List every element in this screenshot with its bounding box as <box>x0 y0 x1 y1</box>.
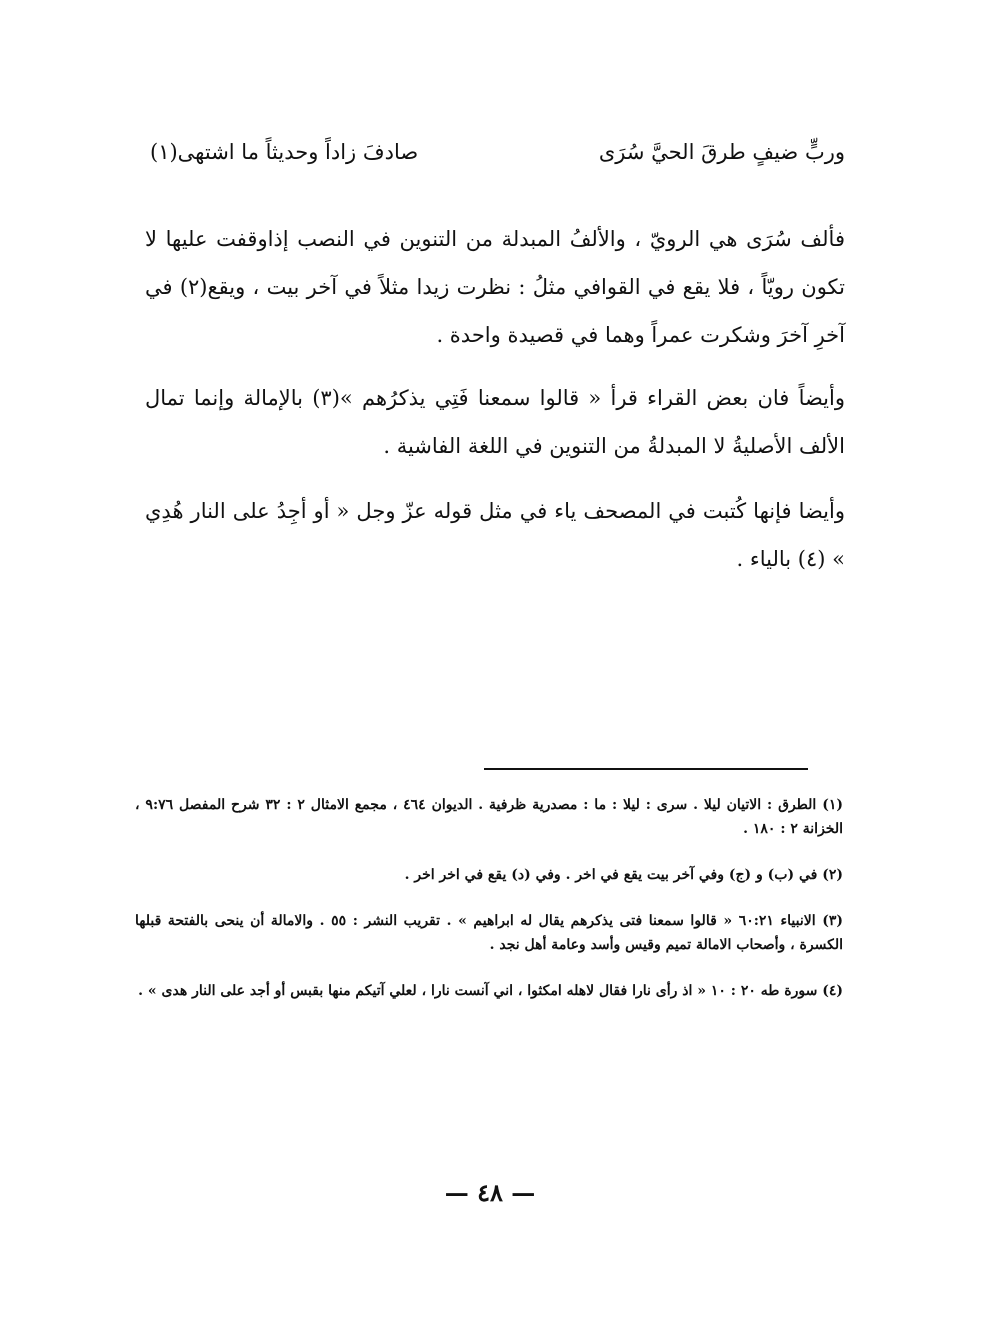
footnotes <box>135 793 843 1025</box>
paragraph-rawi: فألف سُرَى هي الرويّ ، والألفُ المبدلة من التنوين في النصب إذاوقفت عليها لا تكون رويّاً ، فلا يقع في القوافي مثلُ : نظرت زيدا مثلاً في آخر بيت ، ويقع(٢) في آخرِ آخرَ وشكرت عمراً وهما في قصيدة واحدة . <box>145 227 845 347</box>
paragraph-imala: وأيضاً فان بعض القراء قرأ « قالوا سمعنا فَتِي يذكرُهم »(٣) بالإمالة وإنما تمال الألف الأصليةُ لا المبدلةُ من التنوين في اللغة الفاشية . <box>145 386 846 458</box>
verse-second-hemistich: صادفَ زاداً وحديثاً ما اشتهى(١) <box>150 140 419 164</box>
footnote-2: (٢) في (ب) و (ج) وفي آخر بيت يقع في اخر . وفي (د) يقع في اخر اخر . <box>404 867 843 883</box>
page-number: — ٤٨ — <box>444 1178 536 1207</box>
poetry-verse <box>150 134 845 170</box>
footnote-3: (٣) الانبياء ٦٠:٢١ « قالوا سمعنا فتى يذكرهم يقال له ابراهيم » . تقريب النشر : ٥٥ . والامالة أن ينحى بالفتحة قبلها الكسرة ، وأصحاب الامالة تميم وقيس وأسد وعامة أهل نجد . <box>135 913 843 953</box>
footnote-4: (٤) سورة طه ٢٠ : ١٠ « اذ رأى نارا فقال لاهله امكثوا ، اني آنست نارا ، لعلي آتيكم منها بقبس أو أجد على النار هدى » . <box>138 983 843 999</box>
paragraph-mushaf: وأيضا فإنها كُتبت في المصحف ياء في مثل قوله عزّ وجل « أو أجِدُ على النار هُدِي » (٤) بالياء . <box>145 499 845 571</box>
footnote-1: (١) الطرق : الاتيان ليلا . سرى : ليلا : ما : مصدرية ظرفية . الديوان ٤٦٤ ، مجمع الامثال ٢ : ٣٢ شرح المفصل ٩:٧٦ ، الخزانة ٢ : ١٨٠ . <box>135 797 843 837</box>
verse-first-hemistich: وربٍّ ضيفٍ طرقَ الحيَّ سُرَى <box>598 140 845 164</box>
footnote-separator <box>484 768 808 770</box>
